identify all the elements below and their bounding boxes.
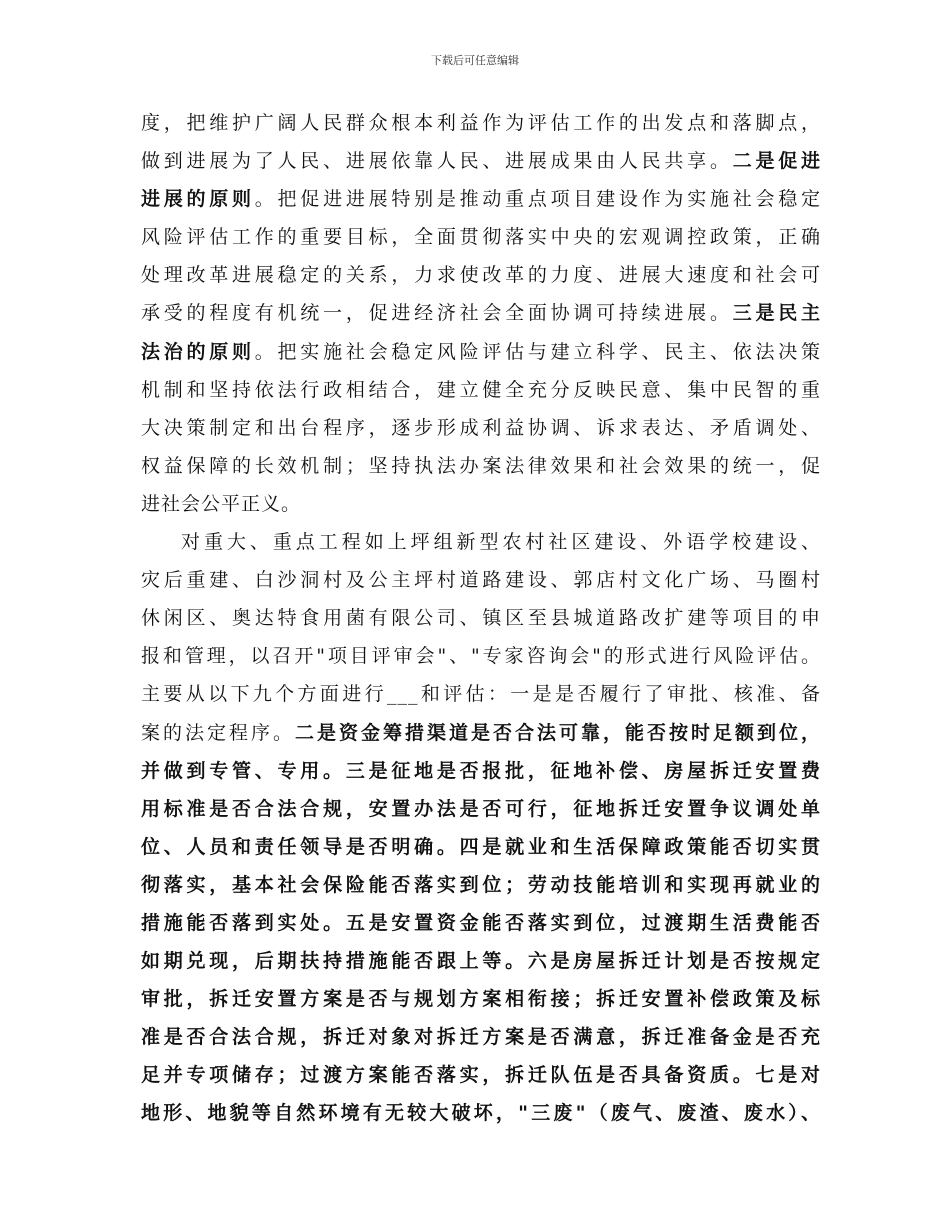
bold-text-run: 进展的原则 [141,188,255,211]
text-run: 做到进展为了人民、进展依靠人民、进展成果由人民共享。 [141,150,733,173]
bold-text-run: 二是资金筹措渠道是否合法可靠，能否按时足额到位， [295,721,821,744]
text-line [141,561,821,599]
text-line [141,371,821,409]
text-line [141,980,821,1018]
paragraph [141,523,821,1133]
text-line [141,104,821,142]
bold-text-run: 准是否合法合规，拆迁对象对拆迁方案是否满意，拆迁准备金是否充 [141,1026,821,1049]
bold-text-run: 三是征地是否报批，征地补偿、房屋拆迁安置费 [345,759,821,782]
text-run: 大决策制定和出台程序，逐步形成利益协调、诉求表达、矛盾调处、 [141,416,821,439]
text-line [141,142,821,180]
text-run: 处理改革进展稳定的关系，力求使改革的力度、进展大速度和社会可 [141,264,821,287]
text-line [141,294,821,332]
document-body [141,104,821,1133]
text-run: 。把实施社会稳定风险评估与建立科学、民主、依法决策 [254,340,821,363]
text-line [141,180,821,218]
paragraph [141,104,821,523]
bold-text-run: 如期兑现，后期扶持措施能否跟上等。 [141,950,528,973]
text-line [141,714,821,752]
text-line [141,256,821,294]
text-line [141,790,821,828]
text-run: 机制和坚持依法行政相结合，建立健全充分反映民意、集中民智的重 [141,378,821,401]
bold-text-run: 六是房屋拆迁计划是否按规定 [527,950,821,973]
bold-text-run: 用标准是否合法合规，安置办法是否可行，征地拆迁安置争议调处单 [141,797,821,820]
text-line [141,485,821,523]
text-line [141,866,821,904]
text-run: 对重大、重点工程如上坪组新型农村社区建设、外语学校建设、 [181,531,821,554]
text-line [141,523,821,561]
text-run: 进社会公平正义。 [141,492,302,515]
text-line [141,1094,821,1132]
text-run: 承受的程度有机统一，促进经济社会全面协调可持续进展。 [141,302,733,325]
text-line [141,637,821,675]
text-line [141,599,821,637]
bold-text-run: 措施能否落到实处。五是安置资金能否落实到位，过渡期生活费能否 [141,911,821,934]
text-line [141,752,821,790]
text-line [141,1056,821,1094]
bold-text-run: 法治的原则 [141,340,255,363]
text-run: 。把促进进展特别是推动重点项目建设作为实施社会稳定 [254,188,821,211]
bold-text-run: 二是促进 [732,150,821,173]
bold-text-run: 审批，拆迁安置方案是否与规划方案相衔接；拆迁安置补偿政策及标 [141,988,821,1011]
text-run: 休闲区、奥达特食用菌有限公司、镇区至县城道路改扩建等项目的申 [141,607,821,630]
text-line [141,942,821,980]
text-line [141,333,821,371]
text-line [141,447,821,485]
text-run: 风险评估工作的重要目标，全面贯彻落实中央的宏观调控政策，正确 [141,226,821,249]
text-run: 度，把维护广阔人民群众根本利益作为评估工作的出发点和落脚点， [141,112,821,134]
text-line [141,218,821,256]
bold-text-run: 足并专项储存；过渡方案能否落实，拆迁队伍是否具备资质。七是对 [141,1064,821,1087]
bold-text-run: 彻落实，基本社会保险能否落实到位；劳动技能培训和实现再就业的 [141,873,821,896]
text-run: 灾后重建、白沙洞村及公主坪村道路建设、郭店村文化广场、马圈村 [141,569,821,592]
text-line [141,828,821,866]
text-line [141,1018,821,1056]
bold-text-run: 地形、地貌等自然环境有无较大破坏，"三废"（废气、废渣、废水）、 [141,1102,821,1125]
text-run: 案的法定程序。 [141,721,295,744]
text-run: 权益保障的长效机制；坚持执法办案法律效果和社会效果的统一，促 [141,454,821,477]
text-run: 报和管理，以召开"项目评审会"、"专家咨询会"的形式进行风险评估。 [141,645,821,668]
bold-text-run: 位、人员和责任领导是否明确。四是就业和生活保障政策能否切实贯 [141,835,821,858]
text-line [141,675,821,713]
text-line [141,409,821,447]
text-run: 主要从以下九个方面进行___和评估：一是是否履行了审批、核准、备 [141,683,821,706]
bold-text-run: 并做到专管、专用。 [141,759,346,782]
page-header: 下载后可任意编辑 [431,54,519,67]
bold-text-run: 三是民主 [732,302,821,325]
text-line [141,904,821,942]
